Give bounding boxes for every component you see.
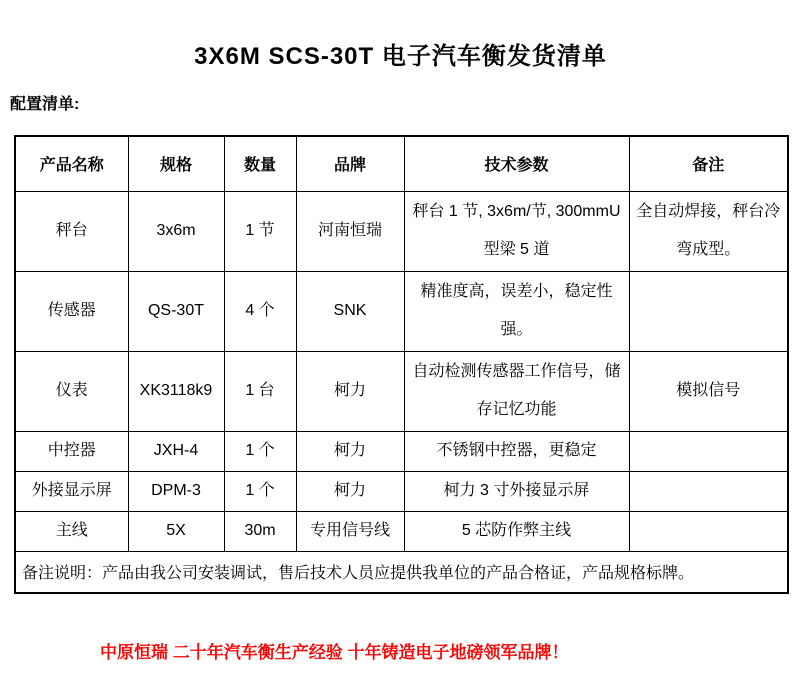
header-brand: 品牌 xyxy=(296,136,404,191)
table-row xyxy=(15,191,788,271)
cell-spec: 3x6m xyxy=(128,191,224,271)
cell-product-name: 仪表 xyxy=(15,351,128,431)
cell-brand: 柯力 xyxy=(296,351,404,431)
table-row xyxy=(15,431,788,471)
cell-remarks xyxy=(629,511,788,551)
cell-remarks: 全自动焊接，秤台冷弯成型。 xyxy=(629,191,788,271)
table-header-row xyxy=(15,136,788,191)
table-row xyxy=(15,471,788,511)
cell-spec: 5X xyxy=(128,511,224,551)
table-row xyxy=(15,271,788,351)
config-table xyxy=(14,135,789,594)
cell-quantity: 1 节 xyxy=(224,191,296,271)
cell-quantity: 1 个 xyxy=(224,431,296,471)
cell-spec: XK3118k9 xyxy=(128,351,224,431)
cell-product-name: 传感器 xyxy=(15,271,128,351)
page-title: 3X6M SCS-30T 电子汽车衡发货清单 xyxy=(194,43,607,70)
cell-remarks xyxy=(629,471,788,511)
cell-brand: 河南恒瑞 xyxy=(296,191,404,271)
header-spec: 规格 xyxy=(128,136,224,191)
cell-quantity: 30m xyxy=(224,511,296,551)
cell-brand: 专用信号线 xyxy=(296,511,404,551)
table-row xyxy=(15,351,788,431)
cell-remarks: 模拟信号 xyxy=(629,351,788,431)
table-row xyxy=(15,511,788,551)
cell-spec: QS-30T xyxy=(128,271,224,351)
cell-spec: DPM-3 xyxy=(128,471,224,511)
cell-tech-params: 不锈钢中控器，更稳定 xyxy=(404,431,629,471)
cell-tech-params: 柯力 3 寸外接显示屏 xyxy=(404,471,629,511)
cell-quantity: 1 台 xyxy=(224,351,296,431)
cell-product-name: 外接显示屏 xyxy=(15,471,128,511)
cell-tech-params: 秤台 1 节, 3x6m/节, 300mmU 型梁 5 道 xyxy=(404,191,629,271)
cell-product-name: 主线 xyxy=(15,511,128,551)
cell-spec: JXH-4 xyxy=(128,431,224,471)
cell-remarks xyxy=(629,431,788,471)
table-footer-row xyxy=(15,551,788,593)
cell-product-name: 秤台 xyxy=(15,191,128,271)
cell-brand: SNK xyxy=(296,271,404,351)
slogan-text: 中原恒瑞 二十年汽车衡生产经验 十年铸造电子地磅领军品牌！ xyxy=(100,643,569,662)
cell-brand: 柯力 xyxy=(296,471,404,511)
header-product-name: 产品名称 xyxy=(15,136,128,191)
header-tech-params: 技术参数 xyxy=(404,136,629,191)
header-quantity: 数量 xyxy=(224,136,296,191)
cell-quantity: 4 个 xyxy=(224,271,296,351)
cell-brand: 柯力 xyxy=(296,431,404,471)
cell-product-name: 中控器 xyxy=(15,431,128,471)
cell-tech-params: 自动检测传感器工作信号，储存记忆功能 xyxy=(404,351,629,431)
header-remarks: 备注 xyxy=(629,136,788,191)
cell-tech-params: 精准度高，误差小，稳定性强。 xyxy=(404,271,629,351)
cell-remarks xyxy=(629,271,788,351)
section-label: 配置清单: xyxy=(10,96,80,113)
cell-tech-params: 5 芯防作弊主线 xyxy=(404,511,629,551)
footer-note: 备注说明：产品由我公司安装调试，售后技术人员应提供我单位的产品合格证，产品规格标牌。 xyxy=(15,551,788,593)
cell-quantity: 1 个 xyxy=(224,471,296,511)
